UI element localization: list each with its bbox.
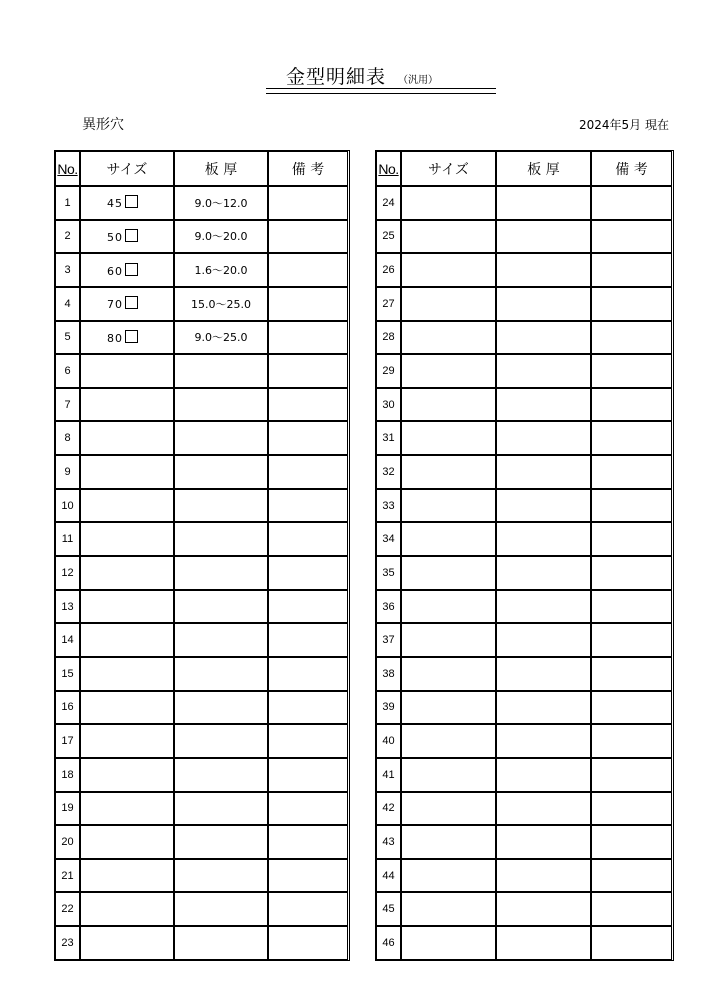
table-row [55,892,348,926]
size-value: 45 [107,197,123,211]
size-cell [401,590,496,624]
thickness-cell [496,556,591,590]
thickness-cell [174,489,268,523]
row-number: 33 [376,489,401,523]
remarks-cell [268,354,348,388]
table-row [55,253,348,287]
remarks-cell [268,623,348,657]
remarks-cell [591,421,672,455]
table-row [376,657,672,691]
row-number: 26 [376,253,401,287]
table-row [376,859,672,893]
row-number: 9 [55,455,80,489]
remarks-cell [268,388,348,422]
table-row [376,926,672,960]
table-row [376,590,672,624]
title-main: 金型明細表 [286,66,387,88]
thickness-cell: 15.0〜25.0 [174,287,268,321]
header-size: サイズ [401,151,496,186]
thickness-cell [496,892,591,926]
row-number: 36 [376,590,401,624]
thickness-cell [496,792,591,826]
row-number: 38 [376,657,401,691]
document-title [266,62,496,89]
table-row [376,489,672,523]
row-number: 40 [376,724,401,758]
square-shape-icon [125,195,138,208]
size-value: 80 [107,331,123,345]
size-cell [80,455,174,489]
remarks-cell [591,691,672,725]
remarks-cell [591,522,672,556]
remarks-cell [591,825,672,859]
remarks-cell [591,388,672,422]
remarks-cell [268,253,348,287]
thickness-cell [496,522,591,556]
thickness-cell [174,792,268,826]
row-number: 29 [376,354,401,388]
size-cell [401,758,496,792]
thickness-cell [174,825,268,859]
title-underline [266,88,496,94]
table-row [55,220,348,254]
size-cell [80,623,174,657]
size-cell [401,926,496,960]
remarks-cell [591,321,672,355]
row-number: 6 [55,354,80,388]
thickness-cell: 1.6〜20.0 [174,253,268,287]
table-row [55,388,348,422]
remarks-cell [268,892,348,926]
date-label: 2024年5月 現在 [579,118,669,132]
row-number: 10 [55,489,80,523]
row-number: 44 [376,859,401,893]
table-row [376,220,672,254]
row-number: 1 [55,186,80,220]
remarks-cell [591,623,672,657]
size-cell [401,792,496,826]
remarks-cell [268,792,348,826]
thickness-cell [174,691,268,725]
size-cell [80,590,174,624]
table-row [55,321,348,355]
row-number: 28 [376,321,401,355]
square-shape-icon [125,330,138,343]
row-number: 25 [376,220,401,254]
size-value: 60 [107,264,123,278]
thickness-cell [174,388,268,422]
remarks-cell [268,590,348,624]
thickness-cell [496,926,591,960]
header-size: サイズ [80,151,174,186]
row-number: 24 [376,186,401,220]
row-number: 13 [55,590,80,624]
thickness-cell [496,691,591,725]
size-cell [80,825,174,859]
table-row [376,287,672,321]
size-cell [80,220,174,254]
thickness-cell [174,556,268,590]
remarks-cell [268,321,348,355]
row-number: 2 [55,220,80,254]
thickness-cell: 9.0〜25.0 [174,321,268,355]
size-cell [80,421,174,455]
remarks-cell [591,489,672,523]
row-number: 22 [55,892,80,926]
remarks-cell [591,253,672,287]
thickness-cell [174,758,268,792]
row-number: 17 [55,724,80,758]
mold-table-left [54,150,350,961]
size-cell [80,388,174,422]
remarks-cell [591,186,672,220]
thickness-cell [496,321,591,355]
thickness-cell [496,287,591,321]
thickness-cell: 9.0〜20.0 [174,220,268,254]
size-cell [80,287,174,321]
size-cell [80,321,174,355]
row-number: 27 [376,287,401,321]
size-cell [401,623,496,657]
size-cell [401,859,496,893]
remarks-cell [591,926,672,960]
size-cell [80,556,174,590]
remarks-cell [268,691,348,725]
remarks-cell [268,421,348,455]
size-cell [401,253,496,287]
row-number: 4 [55,287,80,321]
size-cell [80,522,174,556]
row-number: 8 [55,421,80,455]
size-cell [80,186,174,220]
square-shape-icon [125,296,138,309]
row-number: 7 [55,388,80,422]
table-row [376,321,672,355]
remarks-cell [268,220,348,254]
remarks-cell [591,758,672,792]
thickness-cell [174,354,268,388]
size-cell [80,657,174,691]
table-row [376,691,672,725]
thickness-cell [496,421,591,455]
category-label: 異形穴 [82,117,124,133]
table-row [376,792,672,826]
remarks-cell [268,724,348,758]
size-cell [401,556,496,590]
row-number: 42 [376,792,401,826]
thickness-cell [496,186,591,220]
remarks-cell [591,892,672,926]
remarks-cell [268,522,348,556]
thickness-cell [496,590,591,624]
row-number: 19 [55,792,80,826]
thickness-cell [174,892,268,926]
table-row [55,287,348,321]
size-cell [401,825,496,859]
remarks-cell [268,657,348,691]
size-cell [401,455,496,489]
table-row [376,354,672,388]
thickness-cell [496,489,591,523]
table-row [376,825,672,859]
thickness-cell [174,455,268,489]
row-number: 35 [376,556,401,590]
row-number: 15 [55,657,80,691]
table-header-row [55,151,348,186]
remarks-cell [268,758,348,792]
size-cell [401,691,496,725]
size-cell [80,724,174,758]
header-remarks: 備 考 [268,151,348,186]
row-number: 20 [55,825,80,859]
size-cell [80,691,174,725]
size-cell [80,354,174,388]
thickness-cell [496,657,591,691]
remarks-cell [268,825,348,859]
title-sub: （汎用） [398,75,439,86]
thickness-cell [496,253,591,287]
size-cell [80,926,174,960]
mold-table-right [375,150,674,961]
remarks-cell [591,792,672,826]
size-cell [401,287,496,321]
thickness-cell [174,421,268,455]
size-cell [80,792,174,826]
table-row [55,623,348,657]
size-cell [401,220,496,254]
row-number: 14 [55,623,80,657]
table-row [376,556,672,590]
table-row [55,522,348,556]
thickness-cell [174,522,268,556]
table-row [376,455,672,489]
thickness-cell [496,859,591,893]
row-number: 16 [55,691,80,725]
size-cell [80,758,174,792]
size-cell [80,859,174,893]
size-value: 50 [107,230,123,244]
table-row [376,724,672,758]
header-no: No. [376,151,401,186]
size-cell [401,354,496,388]
row-number: 5 [55,321,80,355]
table-row [55,825,348,859]
remarks-cell [268,455,348,489]
thickness-cell [496,623,591,657]
row-number: 45 [376,892,401,926]
row-number: 11 [55,522,80,556]
thickness-cell [174,657,268,691]
square-shape-icon [125,263,138,276]
row-number: 34 [376,522,401,556]
thickness-cell [174,590,268,624]
thickness-cell [496,758,591,792]
thickness-cell [496,825,591,859]
size-cell [401,321,496,355]
table-row [376,623,672,657]
remarks-cell [591,724,672,758]
table-row [55,859,348,893]
table-row [55,421,348,455]
size-cell [401,724,496,758]
table-header-row [376,151,672,186]
row-number: 37 [376,623,401,657]
row-number: 23 [55,926,80,960]
table-row [376,253,672,287]
remarks-cell [591,354,672,388]
size-cell [401,186,496,220]
size-cell [401,421,496,455]
size-cell [80,253,174,287]
size-cell [401,522,496,556]
remarks-cell [591,859,672,893]
remarks-cell [591,556,672,590]
thickness-cell [496,388,591,422]
table-row [55,489,348,523]
remarks-cell [268,287,348,321]
table-row [55,926,348,960]
table-row [55,590,348,624]
remarks-cell [268,859,348,893]
table-row [55,186,348,220]
table-row [55,724,348,758]
table-row [55,657,348,691]
thickness-cell [174,724,268,758]
header-remarks: 備 考 [591,151,672,186]
thickness-cell: 9.0〜12.0 [174,186,268,220]
thickness-cell [496,220,591,254]
table-row [376,892,672,926]
row-number: 41 [376,758,401,792]
table-row [55,691,348,725]
remarks-cell [591,220,672,254]
size-cell [401,892,496,926]
row-number: 43 [376,825,401,859]
remarks-cell [268,556,348,590]
thickness-cell [174,926,268,960]
table-row [376,421,672,455]
remarks-cell [591,590,672,624]
thickness-cell [174,623,268,657]
row-number: 39 [376,691,401,725]
table-row [376,186,672,220]
size-cell [401,657,496,691]
square-shape-icon [125,229,138,242]
row-number: 32 [376,455,401,489]
row-number: 30 [376,388,401,422]
thickness-cell [496,354,591,388]
table-row [376,522,672,556]
size-cell [401,388,496,422]
remarks-cell [591,657,672,691]
table-row [55,556,348,590]
thickness-cell [174,859,268,893]
size-cell [80,489,174,523]
size-cell [401,489,496,523]
table-row [376,758,672,792]
thickness-cell [496,724,591,758]
row-number: 21 [55,859,80,893]
table-row [55,792,348,826]
row-number: 18 [55,758,80,792]
remarks-cell [268,186,348,220]
table-row [55,758,348,792]
remarks-cell [591,455,672,489]
row-number: 12 [55,556,80,590]
remarks-cell [268,926,348,960]
size-value: 70 [107,298,123,312]
size-cell [80,892,174,926]
table-row [55,455,348,489]
row-number: 31 [376,421,401,455]
table-row [55,354,348,388]
header-thickness: 板 厚 [174,151,268,186]
header-no: No. [55,151,80,186]
table-row [376,388,672,422]
remarks-cell [268,489,348,523]
header-thickness: 板 厚 [496,151,591,186]
row-number: 46 [376,926,401,960]
row-number: 3 [55,253,80,287]
remarks-cell [591,287,672,321]
thickness-cell [496,455,591,489]
